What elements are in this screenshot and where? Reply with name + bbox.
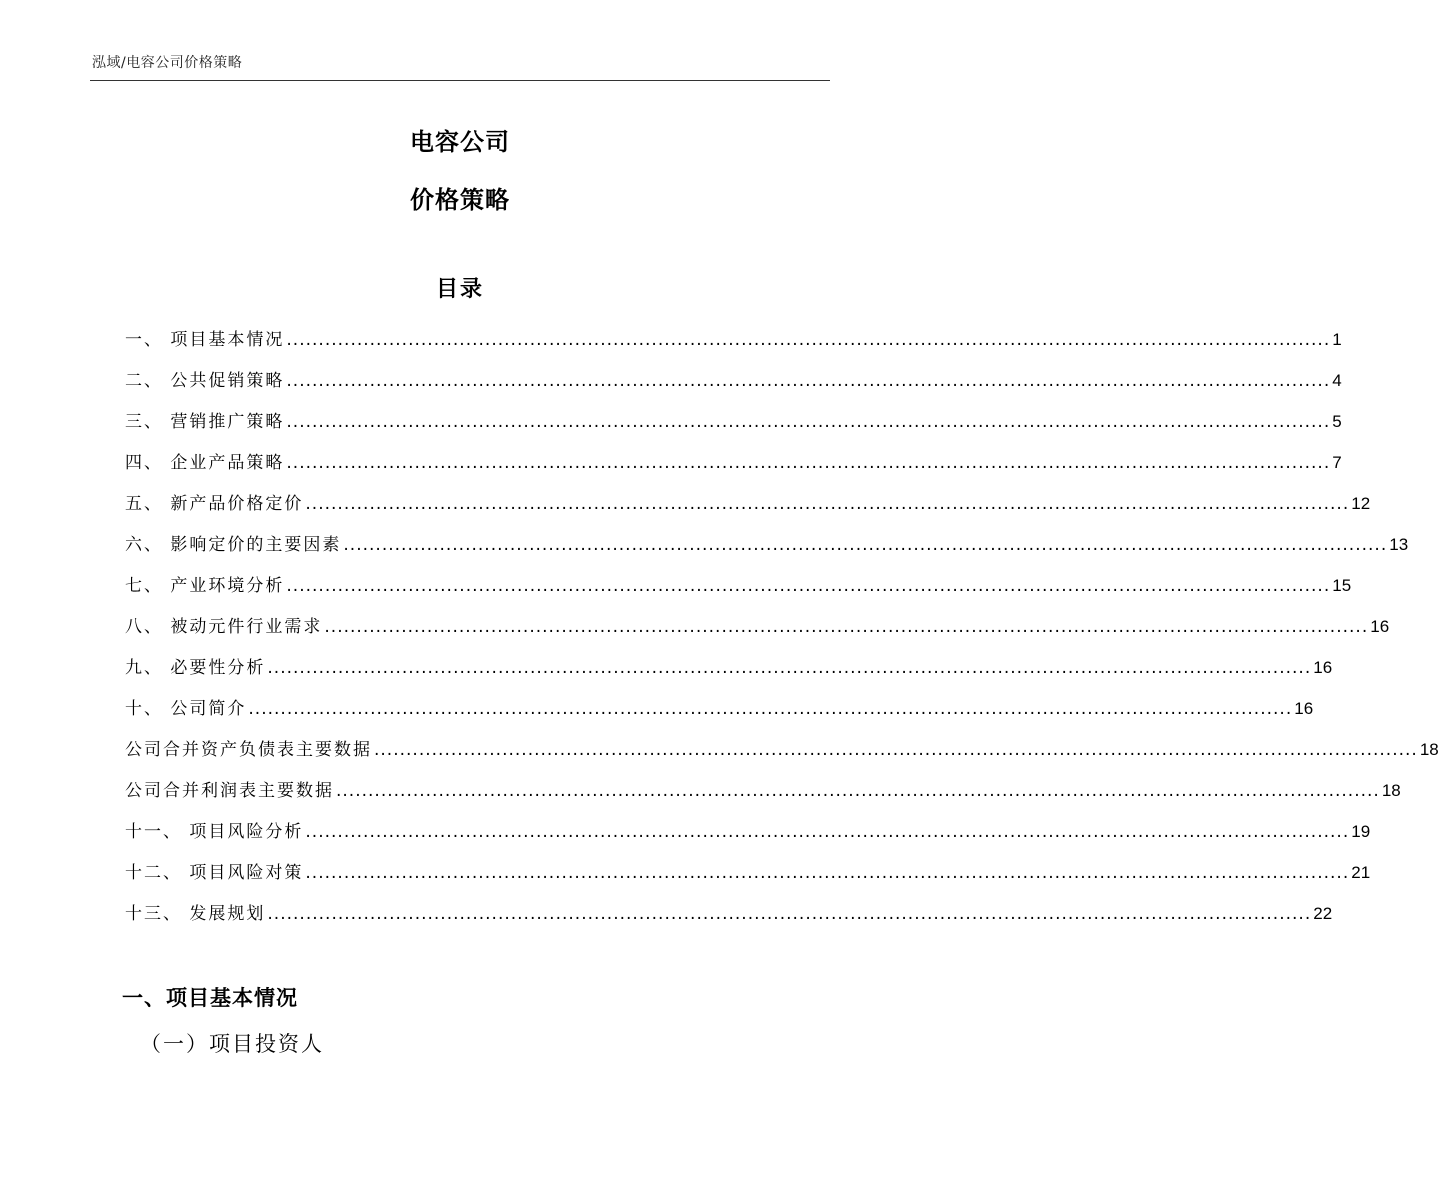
- toc-leader-dots: ...................................................................................................................................................................: [305, 494, 1350, 514]
- toc-leader-dots: ...................................................................................................................................................................: [324, 617, 1369, 637]
- toc-entry-page: 4: [1332, 371, 1342, 390]
- section-heading: 一、项目基本情况: [122, 986, 298, 1010]
- toc-leader-dots: ...................................................................................................................................................................: [305, 822, 1350, 842]
- toc-leader-dots: ...................................................................................................................................................................: [248, 699, 1293, 719]
- toc-entry-page: 12: [1351, 494, 1371, 513]
- toc-entry-page: 18: [1381, 781, 1401, 800]
- document-title-line2: 价格策略: [410, 186, 510, 214]
- toc-entry-title: 九、 必要性分析: [125, 658, 266, 678]
- toc-entry[interactable]: [125, 571, 1352, 612]
- toc-leader-dots: ...................................................................................................................................................................: [374, 740, 1418, 760]
- toc-entry[interactable]: [125, 653, 1333, 694]
- toc-entry-title: 四、 企业产品策略: [125, 453, 285, 473]
- toc-entry[interactable]: [125, 817, 1371, 858]
- toc-entry-title: 七、 产业环境分析: [125, 576, 285, 596]
- toc-leader-dots: ...................................................................................................................................................................: [343, 535, 1388, 555]
- sub-section-heading: （一）项目投资人: [140, 1032, 324, 1056]
- toc-entry[interactable]: [125, 325, 1342, 366]
- toc-leader-dots: ...................................................................................................................................................................: [286, 371, 1331, 391]
- toc-entry-page: 16: [1313, 658, 1333, 677]
- toc-leader-dots: ...................................................................................................................................................................: [286, 412, 1331, 432]
- toc-entry[interactable]: [125, 489, 1371, 530]
- toc-entry[interactable]: [125, 735, 1439, 776]
- toc-leader-dots: ...................................................................................................................................................................: [267, 904, 1312, 924]
- toc-entry-title: 五、 新产品价格定价: [125, 494, 304, 514]
- toc-entry-title: 十二、 项目风险对策: [125, 863, 304, 883]
- toc-leader-dots: ...................................................................................................................................................................: [305, 863, 1350, 883]
- toc-leader-dots: ...................................................................................................................................................................: [286, 576, 1331, 596]
- toc-entry-page: 16: [1370, 617, 1390, 636]
- header-divider: [90, 80, 830, 81]
- toc-entry[interactable]: [125, 858, 1371, 899]
- toc-entry[interactable]: [125, 776, 1401, 817]
- toc-leader-dots: ...................................................................................................................................................................: [267, 658, 1312, 678]
- toc-entry-title: 十三、 发展规划: [125, 904, 266, 924]
- toc-entry[interactable]: [125, 448, 1342, 489]
- toc-entry-page: 19: [1351, 822, 1371, 841]
- toc-entry[interactable]: [125, 530, 1409, 571]
- toc-entry-title: 八、 被动元件行业需求: [125, 617, 323, 637]
- toc-leader-dots: ...................................................................................................................................................................: [286, 330, 1331, 350]
- toc-leader-dots: ...................................................................................................................................................................: [336, 781, 1380, 801]
- toc-leader-dots: ...................................................................................................................................................................: [286, 453, 1331, 473]
- toc-entry-page: 16: [1294, 699, 1314, 718]
- toc-entry-page: 13: [1389, 535, 1409, 554]
- toc-entry[interactable]: [125, 612, 1390, 653]
- toc-entry-title: 六、 影响定价的主要因素: [125, 535, 342, 555]
- toc-entry[interactable]: [125, 899, 1333, 940]
- toc-entry-page: 22: [1313, 904, 1333, 923]
- toc-entry[interactable]: [125, 366, 1342, 407]
- toc-entry-title: 三、 营销推广策略: [125, 412, 285, 432]
- toc-entry-title: 二、 公共促销策略: [125, 371, 285, 391]
- running-header: 泓域/电容公司价格策略: [92, 55, 243, 71]
- toc-entry-page: 7: [1332, 453, 1342, 472]
- toc-entry-title: 公司合并资产负债表主要数据: [125, 740, 372, 760]
- toc-entry-page: 18: [1419, 740, 1439, 759]
- table-of-contents: [125, 325, 1439, 940]
- toc-entry-page: 1: [1332, 330, 1342, 349]
- toc-entry-title: 十、 公司简介: [125, 699, 247, 719]
- toc-entry-page: 21: [1351, 863, 1371, 882]
- document-title-line1: 电容公司: [410, 128, 510, 156]
- toc-entry-title: 一、 项目基本情况: [125, 330, 285, 350]
- toc-entry-page: 5: [1332, 412, 1342, 431]
- toc-entry-title: 十一、 项目风险分析: [125, 822, 304, 842]
- toc-entry[interactable]: [125, 407, 1342, 448]
- toc-entry-page: 15: [1332, 576, 1352, 595]
- toc-entry-title: 公司合并利润表主要数据: [125, 781, 334, 801]
- toc-heading: 目录: [435, 277, 484, 302]
- toc-entry[interactable]: [125, 694, 1314, 735]
